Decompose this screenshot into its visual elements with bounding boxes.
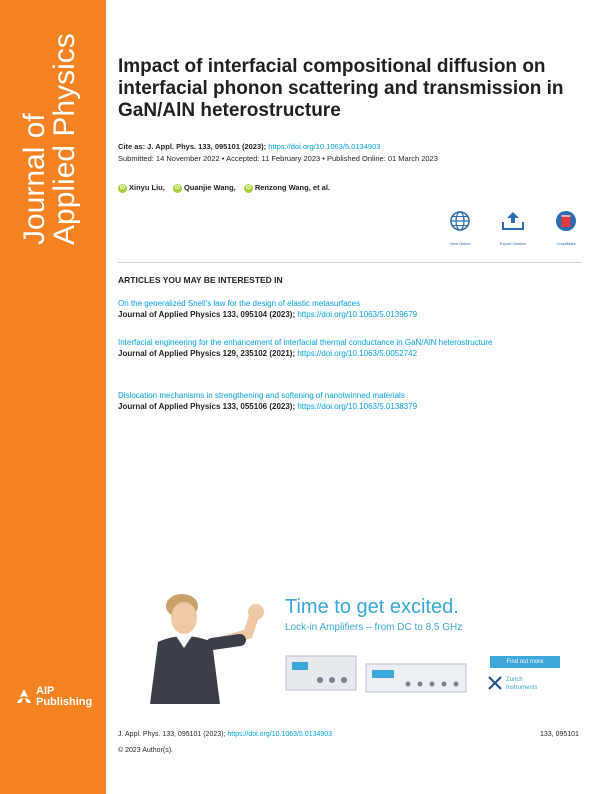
related-article-doi-link[interactable]: https://doi.org/10.1063/5.0139679 — [297, 310, 418, 319]
related-article-journal: Journal of Applied Physics 129, 235102 (2021); — [118, 349, 296, 358]
ad-brand-line2: Instruments — [506, 685, 538, 691]
related-article — [118, 337, 582, 359]
export-citation-button[interactable] — [493, 210, 533, 246]
publication-dates: Submitted: 14 November 2022 • Accepted: 11 February 2023 • Published Online: 01 March 2023 — [118, 154, 438, 163]
footer-cite: J. Appl. Phys. 133, 095101 (2023); — [118, 731, 226, 738]
related-article-journal: Journal of Applied Physics 133, 055106 (2023); — [118, 402, 296, 411]
footer-citation — [118, 730, 332, 739]
crossmark-label: CrossMark — [556, 241, 576, 246]
related-article-title[interactable]: Dislocation mechanisms in strengthening and softening of nanotwinned materials — [118, 391, 405, 400]
aip-logo-text-line2: Publishing — [36, 696, 93, 708]
related-article-journal: Journal of Applied Physics 133, 095104 (2023); — [118, 310, 296, 319]
footer-copyright: © 2023 Author(s). — [118, 747, 173, 754]
crossmark-icon — [555, 210, 577, 232]
aip-logo-text-line1: AIP — [36, 685, 55, 697]
ad-find-out-more-button[interactable]: Find out more — [490, 656, 560, 668]
export-citation-icon — [500, 210, 526, 232]
export-citation-label: Export Citation — [499, 241, 527, 246]
section-divider — [118, 262, 582, 263]
article-doi-link[interactable]: https://doi.org/10.1063/5.0134903 — [268, 142, 381, 151]
related-article-doi-link[interactable]: https://doi.org/10.1063/5.0138379 — [297, 402, 418, 411]
orcid-icon[interactable]: iD — [174, 184, 180, 191]
related-article-title[interactable]: Interfacial engineering for the enhancement of interfacial thermal conductance in GaN/AlN heterostructure — [118, 338, 493, 347]
author-list — [118, 183, 336, 193]
related-article-citation — [118, 348, 582, 359]
view-online-label: View Online — [449, 241, 471, 246]
related-article-citation — [118, 309, 582, 320]
zurich-instruments-logo-icon — [488, 676, 502, 690]
footer-page-number: 133, 095101 — [540, 731, 579, 738]
view-online-button[interactable] — [440, 210, 480, 246]
related-article-title[interactable]: On the generalized Snell's law for the design of elastic metasurfaces — [118, 299, 361, 308]
aip-logo-icon — [16, 688, 32, 704]
related-article-doi-link[interactable]: https://doi.org/10.1063/5.0052742 — [297, 349, 418, 358]
advertisement-banner[interactable] — [120, 582, 582, 704]
orcid-icon[interactable]: iD — [245, 184, 251, 191]
author-name[interactable]: Quanjie Wang, — [183, 183, 236, 192]
orcid-icon[interactable]: iD — [120, 184, 125, 191]
article-title: Impact of interfacial compositional diffusion on interfacial phonon scattering and transmission in GaN/AlN heterostructure — [118, 56, 564, 121]
ad-brand-line1: Zurich — [506, 677, 523, 683]
journal-title-line2: Applied Physics — [48, 33, 81, 245]
related-articles-heading: ARTICLES YOU MAY BE INTERESTED IN — [118, 275, 283, 285]
related-article — [118, 390, 582, 412]
ad-brand-logo — [488, 674, 568, 696]
cite-line — [118, 142, 380, 152]
crossmark-button[interactable] — [546, 210, 586, 246]
journal-title-line1: Journal of — [18, 113, 51, 245]
related-article-citation — [118, 401, 582, 412]
ad-person-illustration — [120, 582, 280, 704]
ad-subline: Lock-in Amplifiers – from DC to 8.5 GHz — [285, 622, 463, 633]
author-name[interactable]: Xinyu Liu, — [129, 183, 165, 192]
related-article — [118, 298, 582, 320]
footer-doi-link[interactable]: https://doi.org/10.1063/5.0134903 — [227, 731, 333, 738]
ad-headline: Time to get excited. — [285, 596, 459, 618]
author-name[interactable]: Renzong Wang, et al. — [254, 183, 330, 192]
journal-sidebar — [0, 0, 106, 794]
cite-label: Cite as: J. Appl. Phys. 133, 095101 (2023); — [118, 142, 267, 151]
globe-icon — [449, 210, 471, 232]
ad-instrument-illustration — [280, 648, 480, 700]
